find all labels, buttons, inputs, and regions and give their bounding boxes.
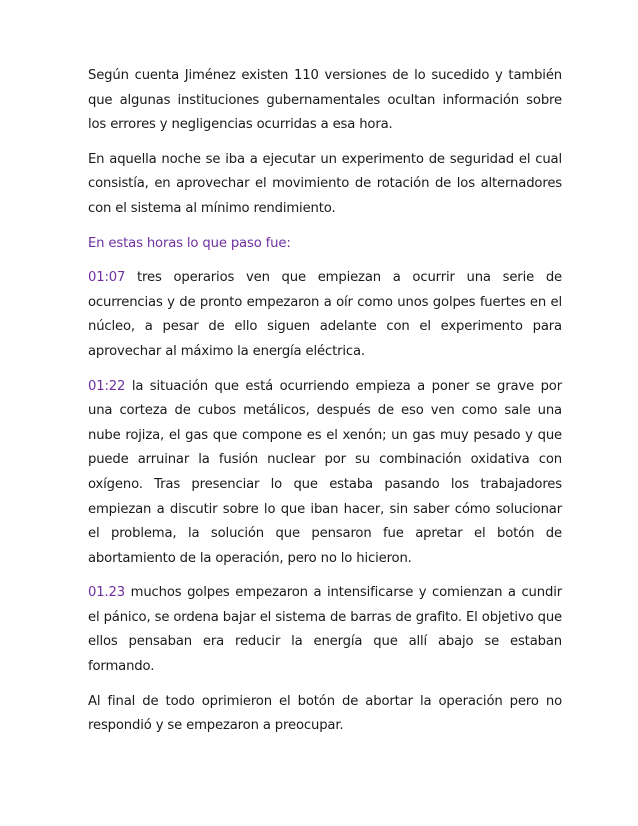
paragraph-closing <box>88 690 562 739</box>
timeline-entry-0107 <box>88 266 562 364</box>
timeline-text: la situación que está ocurriendo empieza a poner se grave por una corteza de cubos metálicos, después de eso ven como sale una nube rojiza, el gas que compone es el xenón; un gas muy pesado y que puede arruinar la fusión nuclear por su combinación oxidativa con oxígeno. Tras presenciar lo que estaba pasando los trabajadores empiezan a discutir sobre lo que iban hacer, sin saber cómo solucionar el problema, la solución que pensaron fue apretar el botón de abortamiento de la operación, pero no lo hicieron. <box>88 378 562 566</box>
paragraph-text: Al final de todo oprimieron el botón de abortar la operación pero no respondió y se empezaron a preocupar. <box>88 693 562 734</box>
timeline-text: muchos golpes empezaron a intensificarse y comienzan a cundir el pánico, se ordena bajar el sistema de barras de grafito. El objetivo que ellos pensaban era reducir la energía que allí abajo se estaban formando. <box>88 585 562 675</box>
timeline-entry-0123 <box>88 581 562 679</box>
timeline-text: tres operarios ven que empiezan a ocurrir una serie de ocurrencias y de pronto empezaron a oír como unos golpes fuertes en el núcleo, a pesar de ello siguen adelante con el experimento para aprovechar al máximo la energía eléctrica. <box>88 270 562 359</box>
paragraph-intro <box>88 64 562 138</box>
paragraph-experiment <box>88 148 562 222</box>
paragraph-text: En aquella noche se iba a ejecutar un experimento de seguridad el cual consistía, en aprovechar el movimiento de rotación de los alternadores con el sistema al mínimo rendimiento. <box>88 151 562 216</box>
timeline-entry-0122 <box>88 375 562 572</box>
document-body <box>88 64 562 739</box>
timeline-time: 01.23 <box>88 585 126 601</box>
paragraph-text: Según cuenta Jiménez existen 110 versiones de lo sucedido y también que algunas instituciones gubernamentales ocultan información sobre los errores y negligencias ocurridas a esa hora. <box>88 68 562 133</box>
timeline-heading: En estas horas lo que paso fue: <box>88 235 291 251</box>
timeline-time: 01:07 <box>88 270 126 286</box>
timeline-time: 01:22 <box>88 378 126 394</box>
